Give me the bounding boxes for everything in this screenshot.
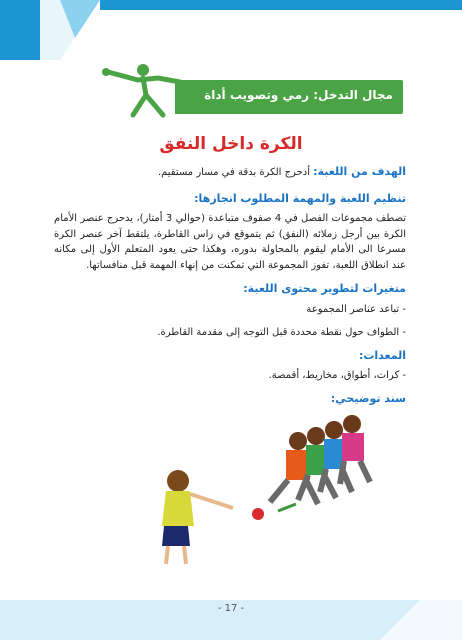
goal-label: الهدف من اللعبة:	[313, 165, 406, 178]
organization-text: تصطف مجموعات الفصل في 4 صفوف متباعدة (حوالي 3 أمتار)، يدحرج عنصر الأمام الكرة بين أرجل زملائه (النفق) ثم يتموقع في راس القاطرة، يلتقط آخر عنصر الكرة مسرعا الى الأمام ليقوم بالمحاولة بدوره، وهكذا حتى يعود المتعلم الأول إلى مكانه عند انطلاق اللعبة، تفوز المجموعة التي تمكنت من إنهاء المهمة قبل منافساتها.	[54, 213, 407, 271]
goal-line	[54, 164, 406, 181]
domain-band	[175, 80, 403, 114]
page-title: الكرة داخل النفق	[159, 134, 303, 154]
variation-item: - تباعد عناصر المجموعة	[306, 303, 406, 315]
children-game-illustration	[148, 396, 388, 576]
equipment-heading: المعدات:	[358, 348, 406, 362]
domain-band-label: مجال التدخل: رمي وتصويب أداة	[204, 88, 393, 102]
content-body	[54, 164, 406, 412]
variation-item: - الطواف حول نقطة محددة قبل التوجه إلى مقدمة القاطرة.	[157, 326, 406, 338]
page-number: - 17 -	[217, 603, 245, 614]
top-color-bar	[100, 0, 462, 10]
support-heading: سند توضيحي:	[330, 392, 406, 405]
goal-text: أدحرج الكرة بدقة في مسار مستقيم.	[157, 167, 310, 178]
equipment-text: - كرات، أطواق، مخاريط، أقمصة.	[268, 370, 406, 381]
organization-heading: تنظيم اللعبة والمهمة المطلوب انجازها:	[194, 191, 406, 205]
variations-heading: متغيرات لتطوير محتوى اللعبة:	[243, 282, 406, 295]
